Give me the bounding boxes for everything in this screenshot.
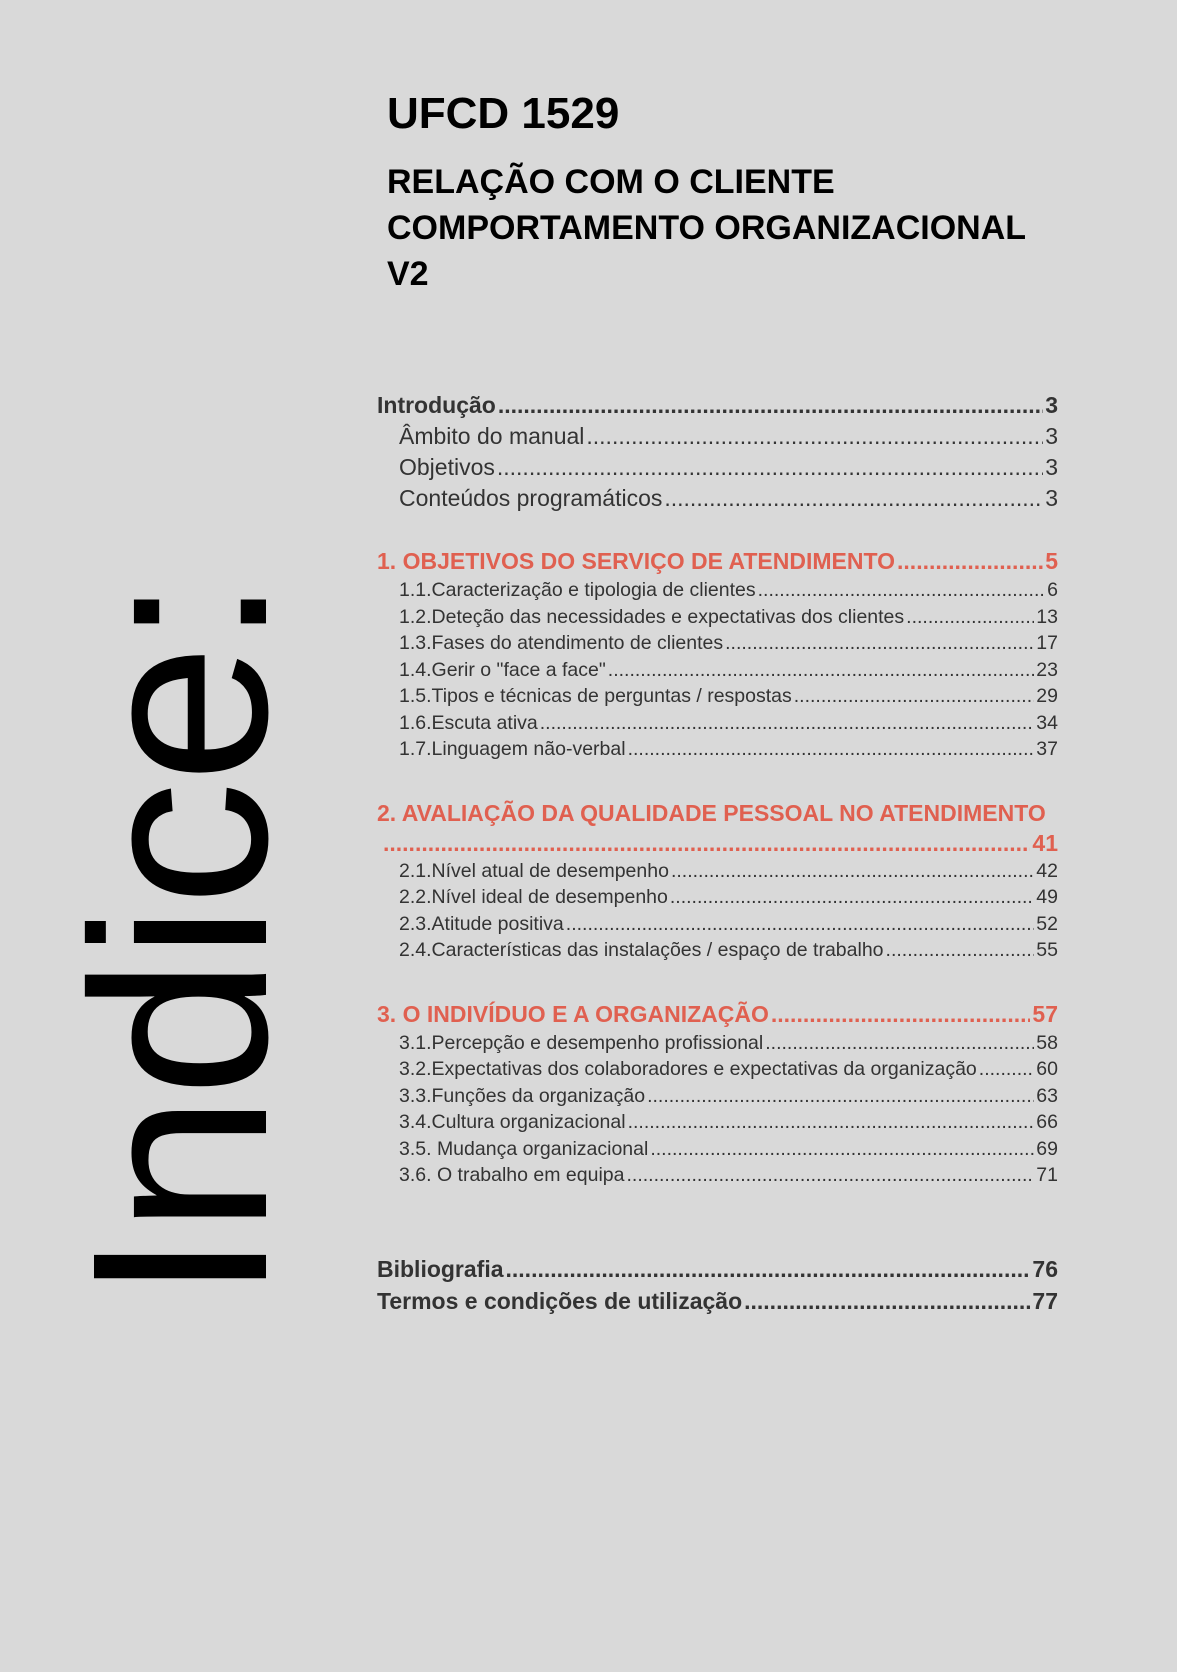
toc-entry-page: 29 (1036, 685, 1058, 707)
toc-leader-dots (794, 683, 1035, 710)
toc-entry[interactable] (377, 1030, 1058, 1057)
toc-leader-dots (497, 452, 1043, 483)
toc-leader-dots (886, 937, 1035, 964)
toc-chapter-label: 2. AVALIAÇÃO DA QUALIDADE PESSOAL NO ATENDIMENTO (377, 799, 1046, 826)
toc-entry-page: 63 (1036, 1084, 1058, 1107)
course-code: UFCD 1529 (387, 89, 620, 138)
toc-entry-page: 17 (1036, 632, 1058, 654)
toc-leader-dots (771, 999, 1031, 1030)
toc-leader-dots (586, 421, 1043, 452)
toc-entry-label: 1.6.Escuta ativa (399, 711, 538, 734)
toc-entry-label: 2.2.Nível ideal de desempenho (399, 886, 668, 908)
toc-entry-label: 3.4.Cultura organizacional (399, 1111, 626, 1133)
toc-entry-label: Objetivos (399, 454, 495, 480)
toc-leader-dots (744, 1285, 1030, 1317)
toc-leader-dots (765, 1030, 1034, 1057)
toc-entry[interactable] (377, 858, 1058, 885)
toc-leader-dots (897, 546, 1043, 577)
toc-chapter-3[interactable] (377, 999, 1058, 1030)
toc-chapter-label: 1. OBJETIVOS DO SERVIÇO DE ATENDIMENTO (377, 548, 896, 574)
toc-entry[interactable] (377, 1136, 1058, 1163)
toc-chapter-leader-row (377, 828, 1058, 858)
toc-entry-page: 49 (1036, 886, 1058, 908)
toc-entry-page: 69 (1036, 1137, 1058, 1160)
toc-leader-dots (670, 884, 1034, 911)
toc-leader-dots (628, 1109, 1035, 1136)
toc-leader-dots (540, 710, 1035, 737)
toc-entry-page: 37 (1036, 738, 1058, 760)
toc-entry[interactable] (377, 630, 1058, 657)
toc-leader-dots (608, 657, 1035, 684)
document-header (387, 88, 1087, 297)
toc-entry-page: 60 (1036, 1058, 1058, 1080)
toc-entry[interactable] (377, 452, 1058, 483)
course-title-line: RELAÇÃO COM O CLIENTE (387, 162, 835, 201)
toc-chapter-1[interactable] (377, 546, 1058, 577)
toc-entry-label: 3.2.Expectativas dos colaboradores e expectativas da organização (399, 1058, 977, 1080)
toc-leader-dots (979, 1056, 1035, 1083)
toc-leader-dots (664, 483, 1043, 514)
toc-entry-page: 52 (1036, 912, 1058, 935)
toc-entry[interactable] (377, 710, 1058, 737)
toc-entry[interactable] (377, 1109, 1058, 1136)
toc-leader-dots (906, 604, 1034, 631)
toc-entry-page: 6 (1047, 579, 1058, 601)
toc-entry-bibliography[interactable] (377, 1253, 1058, 1285)
toc-entry[interactable] (377, 1083, 1058, 1110)
index-title-text: Indice: (40, 578, 319, 1302)
toc-entry[interactable] (377, 1056, 1058, 1083)
toc-leader-dots (383, 828, 1030, 858)
toc-chapter-page: 41 (1032, 829, 1058, 856)
toc-entry-page: 71 (1036, 1164, 1058, 1186)
toc-entry[interactable] (377, 657, 1058, 684)
toc-entry-label: 1.7.Linguagem não-verbal (399, 738, 626, 760)
toc-entry-label: 1.3.Fases do atendimento de clientes (399, 632, 724, 654)
toc-entry[interactable] (377, 604, 1058, 631)
toc-chapter-2[interactable] (377, 798, 1058, 858)
toc-entry-page: 66 (1036, 1111, 1058, 1133)
table-of-contents (377, 390, 1058, 1317)
toc-entry-label: 3.6. O trabalho em equipa (399, 1164, 625, 1186)
toc-leader-dots (758, 577, 1046, 604)
course-title-line: COMPORTAMENTO ORGANIZACIONAL (387, 208, 1027, 247)
toc-entry-label: Âmbito do manual (399, 423, 585, 449)
toc-entry-label: 2.1.Nível atual de desempenho (399, 859, 669, 882)
toc-entry-label: Bibliografia (377, 1255, 504, 1282)
vertical-index-title (40, 540, 319, 1340)
toc-leader-dots (725, 630, 1034, 657)
toc-leader-dots (628, 736, 1035, 763)
toc-entry-page: 58 (1036, 1031, 1058, 1054)
toc-entry[interactable] (377, 911, 1058, 938)
toc-entry-terms[interactable] (377, 1285, 1058, 1317)
toc-entry-page: 77 (1032, 1287, 1058, 1314)
toc-entry-label: 1.4.Gerir o "face a face" (399, 658, 606, 681)
toc-entry-label: 3.5. Mudança organizacional (399, 1137, 649, 1160)
toc-entry-page: 42 (1036, 859, 1058, 882)
toc-leader-dots (566, 911, 1035, 938)
toc-leader-dots (498, 390, 1043, 421)
toc-entry[interactable] (377, 421, 1058, 452)
toc-leader-dots (647, 1083, 1034, 1110)
toc-entry-label: Termos e condições de utilização (377, 1287, 743, 1314)
toc-entry-label: 1.1.Caracterização e tipologia de clientes (399, 579, 756, 601)
toc-entry-page: 3 (1045, 392, 1058, 418)
toc-entry-label: 3.3.Funções da organização (399, 1084, 646, 1107)
toc-leader-dots (671, 858, 1034, 885)
toc-entry-label: 1.5.Tipos e técnicas de perguntas / respostas (399, 685, 792, 707)
toc-leader-dots (506, 1253, 1031, 1285)
toc-entry-introduction[interactable] (377, 390, 1058, 421)
toc-entry[interactable] (377, 736, 1058, 763)
toc-chapter-page: 5 (1045, 548, 1058, 574)
toc-leader-dots (626, 1162, 1034, 1189)
toc-entry-page: 3 (1045, 423, 1058, 449)
toc-entry[interactable] (377, 683, 1058, 710)
toc-entry-page: 3 (1045, 485, 1058, 511)
course-title (387, 159, 1087, 297)
toc-entry-label: 2.3.Atitude positiva (399, 912, 564, 935)
toc-entry-label: 3.1.Percepção e desempenho profissional (399, 1031, 764, 1054)
toc-entry-page: 3 (1045, 454, 1058, 480)
toc-entry[interactable] (377, 577, 1058, 604)
toc-entry-page: 55 (1036, 939, 1058, 961)
toc-entry[interactable] (377, 483, 1058, 514)
toc-chapter-page: 57 (1032, 1000, 1058, 1027)
toc-entry[interactable] (377, 937, 1058, 964)
toc-entry-page: 23 (1036, 658, 1058, 681)
toc-entry[interactable] (377, 884, 1058, 911)
toc-entry-label: 1.2.Deteção das necessidades e expectativas dos clientes (399, 605, 905, 628)
toc-entry-page: 34 (1036, 711, 1058, 734)
toc-chapter-label: 3. O INDIVÍDUO E A ORGANIZAÇÃO (377, 1000, 769, 1027)
toc-entry-label: 2.4.Características das instalações / espaço de trabalho (399, 939, 884, 961)
toc-entry-label: Introdução (377, 392, 496, 418)
toc-entry-label: Conteúdos programáticos (399, 485, 663, 511)
toc-leader-dots (650, 1136, 1034, 1163)
toc-entry[interactable] (377, 1162, 1058, 1189)
course-title-line: V2 (387, 254, 429, 293)
toc-entry-page: 76 (1032, 1255, 1058, 1282)
toc-entry-page: 13 (1036, 605, 1058, 628)
